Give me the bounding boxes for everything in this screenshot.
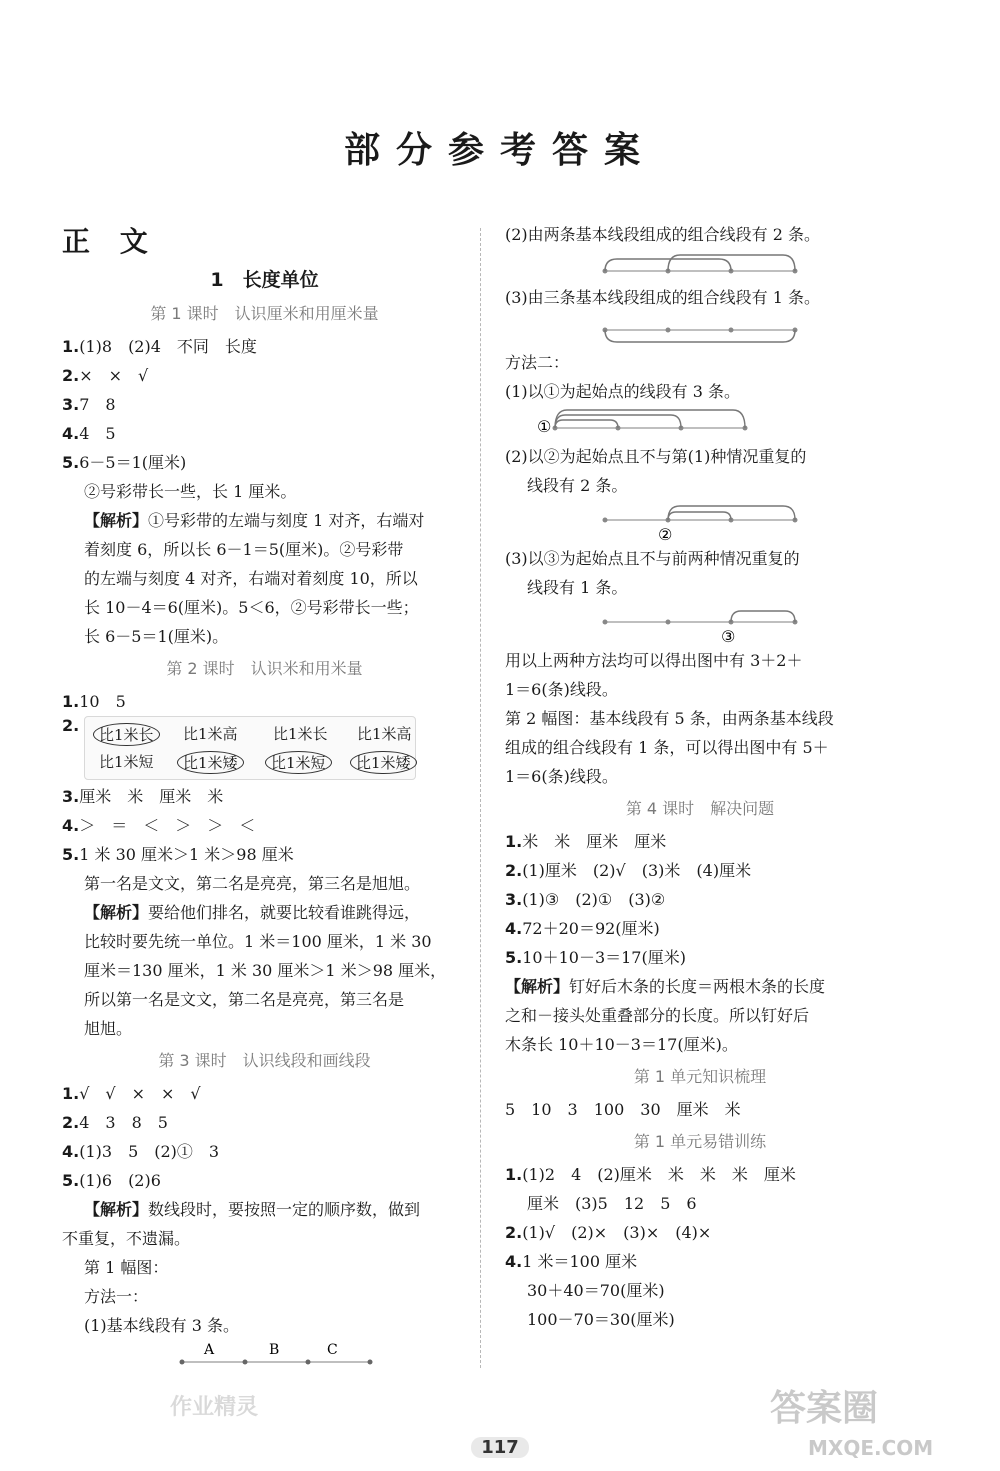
answer-line: 3.7 8 [62,395,116,414]
watermark-stamp: 作业精灵 [170,1395,259,1420]
analysis-line: 长 10－4＝6(厘米)。5＜6，②号彩带长一些； [84,598,419,617]
column-divider [480,228,481,1368]
analysis-line: 所以第一名是文文，第二名是亮亮，第三名是 [84,990,405,1009]
analysis-line: 【解析】钉好后木条的长度＝两根木条的长度 [505,977,826,996]
answer-line: 1.10 5 [62,692,126,711]
answer-line: 2.× × √ [62,366,149,385]
answer-line: 1.(1)2 4 (2)厘米 米 米 米 厘米 [505,1165,796,1184]
answer-line: 1.米 米 厘米 厘米 [505,832,667,851]
answer-line: 2.(1)√ (2)× (3)× (4)× [505,1223,712,1242]
answer-line: 用以上两种方法均可以得出图中有 3＋2＋ [505,651,803,670]
answer-line: 1＝6(条)线段。 [505,767,618,786]
answer-line: 第 1 幅图： [84,1258,169,1277]
answer-line: (2)由两条基本线段组成的组合线段有 2 条。 [505,225,821,244]
segment-figure-start1 [505,406,895,442]
tag-circled: 比1米短 [265,751,332,774]
analysis-line: 【解析】要给他们排名，就要比较看谁跳得远， [84,903,421,922]
tag-circled: 比1米矮 [177,751,244,774]
analysis-line: 不重复，不遗漏。 [62,1229,191,1248]
right-column [505,220,895,1334]
page-number: 117 [0,1437,1000,1458]
answer-line: 线段有 1 条。 [527,578,628,597]
answer-line: 线段有 2 条。 [527,476,628,495]
lesson-heading-3: 第 3 课时 认识线段和画线段 [158,1051,371,1070]
review-answer: 5 10 3 100 30 厘米 米 [505,1100,741,1119]
answer-line: ②号彩带长一些，长 1 厘米。 [84,482,297,501]
answer-line: (1)基本线段有 3 条。 [84,1316,240,1335]
tag: 比1米高 [183,725,238,743]
answer-line: 厘米 (3)5 12 5 6 [527,1194,697,1213]
answer-line: 第 2 幅图：基本线段有 5 条，由两条基本线段 [505,709,834,728]
analysis-line: 木条长 10＋10－3＝17(厘米)。 [505,1035,738,1054]
answer-line: 4.＞ ＝ ＜ ＞ ＞ ＜ [62,816,256,835]
segment-figure-abc [62,1340,467,1376]
comparison-tags-figure [84,716,416,780]
lesson-heading-1: 第 1 课时 认识厘米和用厘米量 [150,304,379,323]
svg-text:③: ③ [721,627,736,646]
segment-abc-svg [62,1340,467,1376]
svg-text:②: ② [658,525,673,544]
svg-text:①: ① [537,417,552,436]
watermark-logo: 答案圈 [770,1388,879,1429]
answer-line: 4.(1)3 5 (2)① 3 [62,1142,220,1161]
answer-line: 4.72＋20＝92(厘米) [505,919,660,938]
section-heading: 正 文 [62,225,158,258]
analysis-line: 长 6－5＝1(厘米)。 [84,627,229,646]
analysis-line: 厘米＝130 厘米，1 米 30 厘米＞1 米＞98 厘米， [84,961,447,980]
analysis-line: 的左端与刻度 4 对齐，右端对着刻度 10，所以 [84,569,418,588]
answer-line: 5.1 米 30 厘米＞1 米＞98 厘米 [62,845,294,864]
answer-line: 4.4 5 [62,424,116,443]
answer-line: 1.(1)8 (2)4 不同 长度 [62,337,257,356]
tag: 比1米短 [99,753,154,771]
answer-line: 1＝6(条)线段。 [505,680,618,699]
tag: 比1米长 [273,725,328,743]
answer-line: 5.6－5＝1(厘米) [62,453,187,472]
answer-line: (1)以①为起始点的线段有 3 条。 [505,382,741,401]
answer-line: 5.(1)6 (2)6 [62,1171,161,1190]
watermark-site: MXQE.COM [808,1436,934,1460]
lesson-heading-2: 第 2 课时 认识米和用米量 [166,659,363,678]
unit-heading: 1 长度单位 [210,269,319,291]
tag-circled: 比1米矮 [350,751,417,774]
answer-line: 5.10＋10－3＝17(厘米) [505,948,686,967]
errors-heading: 第 1 单元易错训练 [633,1132,767,1151]
left-column [62,220,467,1376]
answer-line: (2)以②为起始点且不与第(1)种情况重复的 [505,447,807,466]
segment-figure-start3 [505,602,895,646]
analysis-line: 【解析】数线段时，要按照一定的顺序数，做到 [84,1200,421,1219]
review-heading: 第 1 单元知识梳理 [633,1067,767,1086]
analysis-line: 【解析】①号彩带的左端与刻度 1 对齐，右端对 [84,511,425,530]
tag: 比1米高 [357,725,412,743]
tag-circled: 比1米长 [93,723,160,746]
answer-line: 组成的组合线段有 1 条，可以得出图中有 5＋ [505,738,829,757]
answer-line: 2. 比1米长 比1米高 比1米长 比1米高 比1米短 比1米矮 比1米短 比1米矮 [62,716,467,782]
answer-line: 4.1 米＝100 厘米 [505,1252,638,1271]
analysis-line: 旭旭。 [84,1019,133,1038]
answer-line: 1.√ √ × × √ [62,1084,201,1103]
answer-line: 3.厘米 米 厘米 米 [62,787,224,806]
segment-figure-two [505,249,895,283]
segment-figure-three [505,312,895,348]
analysis-line: 比较时要先统一单位。1 米＝100 厘米，1 米 30 [84,932,432,951]
answer-line: 方法一： [84,1287,149,1306]
answer-line: 3.(1)③ (2)① (3)② [505,890,666,909]
analysis-line: 之和－接头处重叠部分的长度。所以钉好后 [505,1006,810,1025]
answer-line: 2.(1)厘米 (2)√ (3)米 (4)厘米 [505,861,752,880]
answer-line: (3)以③为起始点且不与前两种情况重复的 [505,549,800,568]
point-label: C [327,1342,338,1358]
analysis-line: 着刻度 6，所以长 6－1＝5(厘米)。②号彩带 [84,540,404,559]
point-label: A [204,1342,215,1358]
answer-line: (3)由三条基本线段组成的组合线段有 1 条。 [505,288,821,307]
answer-line: 100－70＝30(厘米) [527,1310,675,1329]
answer-line: 30＋40＝70(厘米) [527,1281,665,1300]
lesson-heading-4: 第 4 课时 解决问题 [625,799,775,818]
segment-figure-start2 [505,500,895,544]
answer-line: 方法二： [505,353,570,372]
answer-line: 2.4 3 8 5 [62,1113,168,1132]
point-label: B [269,1342,280,1358]
page-title: 部分参考答案 [343,130,656,171]
answer-line: 第一名是文文，第二名是亮亮，第三名是旭旭。 [84,874,421,893]
